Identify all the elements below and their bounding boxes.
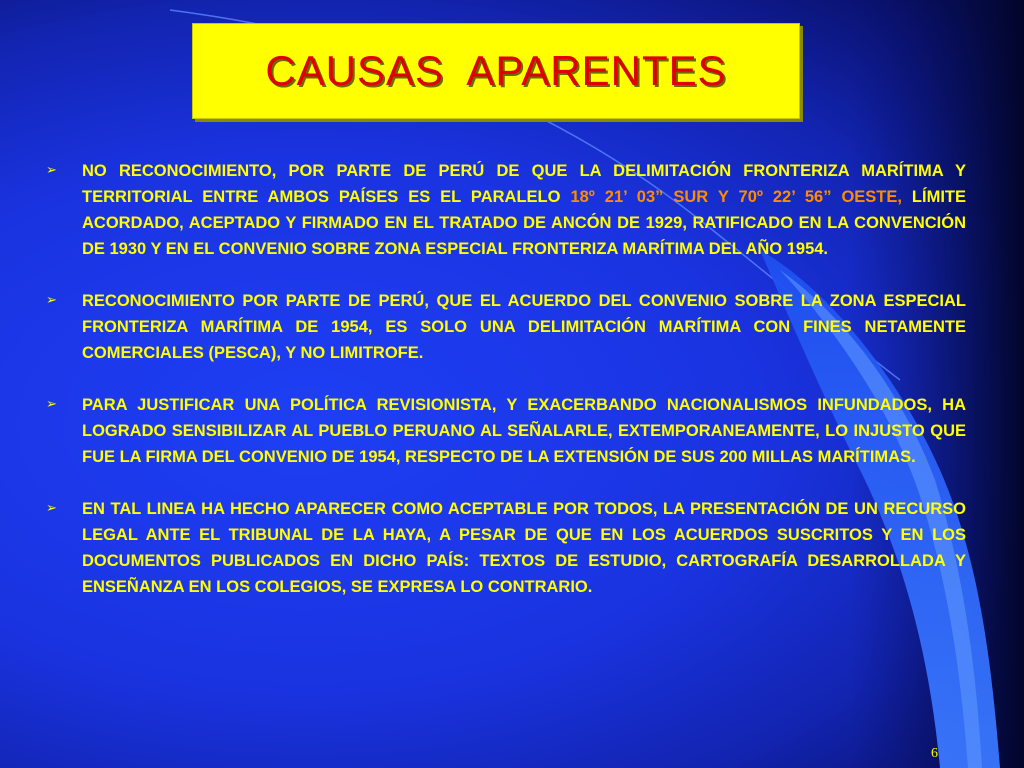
arrow-bullet-icon: ➢ [46,293,57,308]
bullet-item [46,496,966,600]
bullet-text: EN TAL LINEA HA HECHO APARECER COMO ACEPTABLE POR TODOS, LA PRESENTACIÓN DE UN RECURSO LEGAL ANTE EL TRIBUNAL DE LA HAYA, A PESAR DE QUE EN LOS ACUERDOS SUSCRITOS Y EN LOS DOCUMENTOS PUBLICADOS EN DICHO PAÍS: TEXTOS DE ESTUDIO, CARTOGRAFÍA DESARROLLADA Y ENSEÑANZA EN LOS COLEGIOS, SE EXPRESA LO CONTRARIO. [82,500,966,596]
arrow-bullet-icon: ➢ [46,397,57,412]
page-number: 6 [931,746,938,761]
bullet-text-part: NO RECONOCIMIENTO, POR PARTE DE PERÚ DE QUE LA DELIMITACIÓN FRONTERIZA MARÍTIMA Y TERRITORIAL ENTRE AMBOS PAÍSES ES EL PARALELO [82,162,966,206]
bullet-text [82,158,966,262]
bullet-item [46,158,966,262]
bullet-text: PARA JUSTIFICAR UNA POLÍTICA REVISIONISTA, Y EXACERBANDO NACIONALISMOS INFUNDADOS, HA LOGRADO SENSIBILIZAR AL PUEBLO PERUANO AL SEÑALARLE, EXTEMPORANEAMENTE, LO INJUSTO QUE FUE LA FIRMA DEL CONVENIO DE 1954, RESPECTO DE LA EXTENSIÓN DE SUS 200 MILLAS MARÍTIMAS. [82,396,966,466]
bullet-list [46,158,966,626]
title-box [192,23,800,119]
arrow-bullet-icon: ➢ [46,501,57,516]
bullet-item [46,288,966,366]
slide-title: CAUSAS APARENTES [265,47,727,94]
bullet-text-part: LÍMITE ACORDADO, ACEPTADO Y FIRMADO EN EL TRATADO DE ANCÓN DE 1929, RATIFICADO EN LA CONVENCIÓN DE 1930 Y EN EL CONVENIO SOBRE ZONA ESPECIAL FRONTERIZA MARÍTIMA DEL AÑO 1954. [82,188,966,258]
bullet-item [46,392,966,470]
bullet-text: RECONOCIMIENTO POR PARTE DE PERÚ, QUE EL ACUERDO DEL CONVENIO SOBRE LA ZONA ESPECIAL FRONTERIZA MARÍTIMA DE 1954, ES SOLO UNA DELIMITACIÓN MARÍTIMA CON FINES NETAMENTE COMERCIALES (PESCA), Y NO LIMITROFE. [82,292,966,362]
arrow-bullet-icon: ➢ [46,163,57,178]
coordinates-highlight: 18º 21’ 03” SUR Y 70º 22’ 56” OESTE, [570,188,902,206]
